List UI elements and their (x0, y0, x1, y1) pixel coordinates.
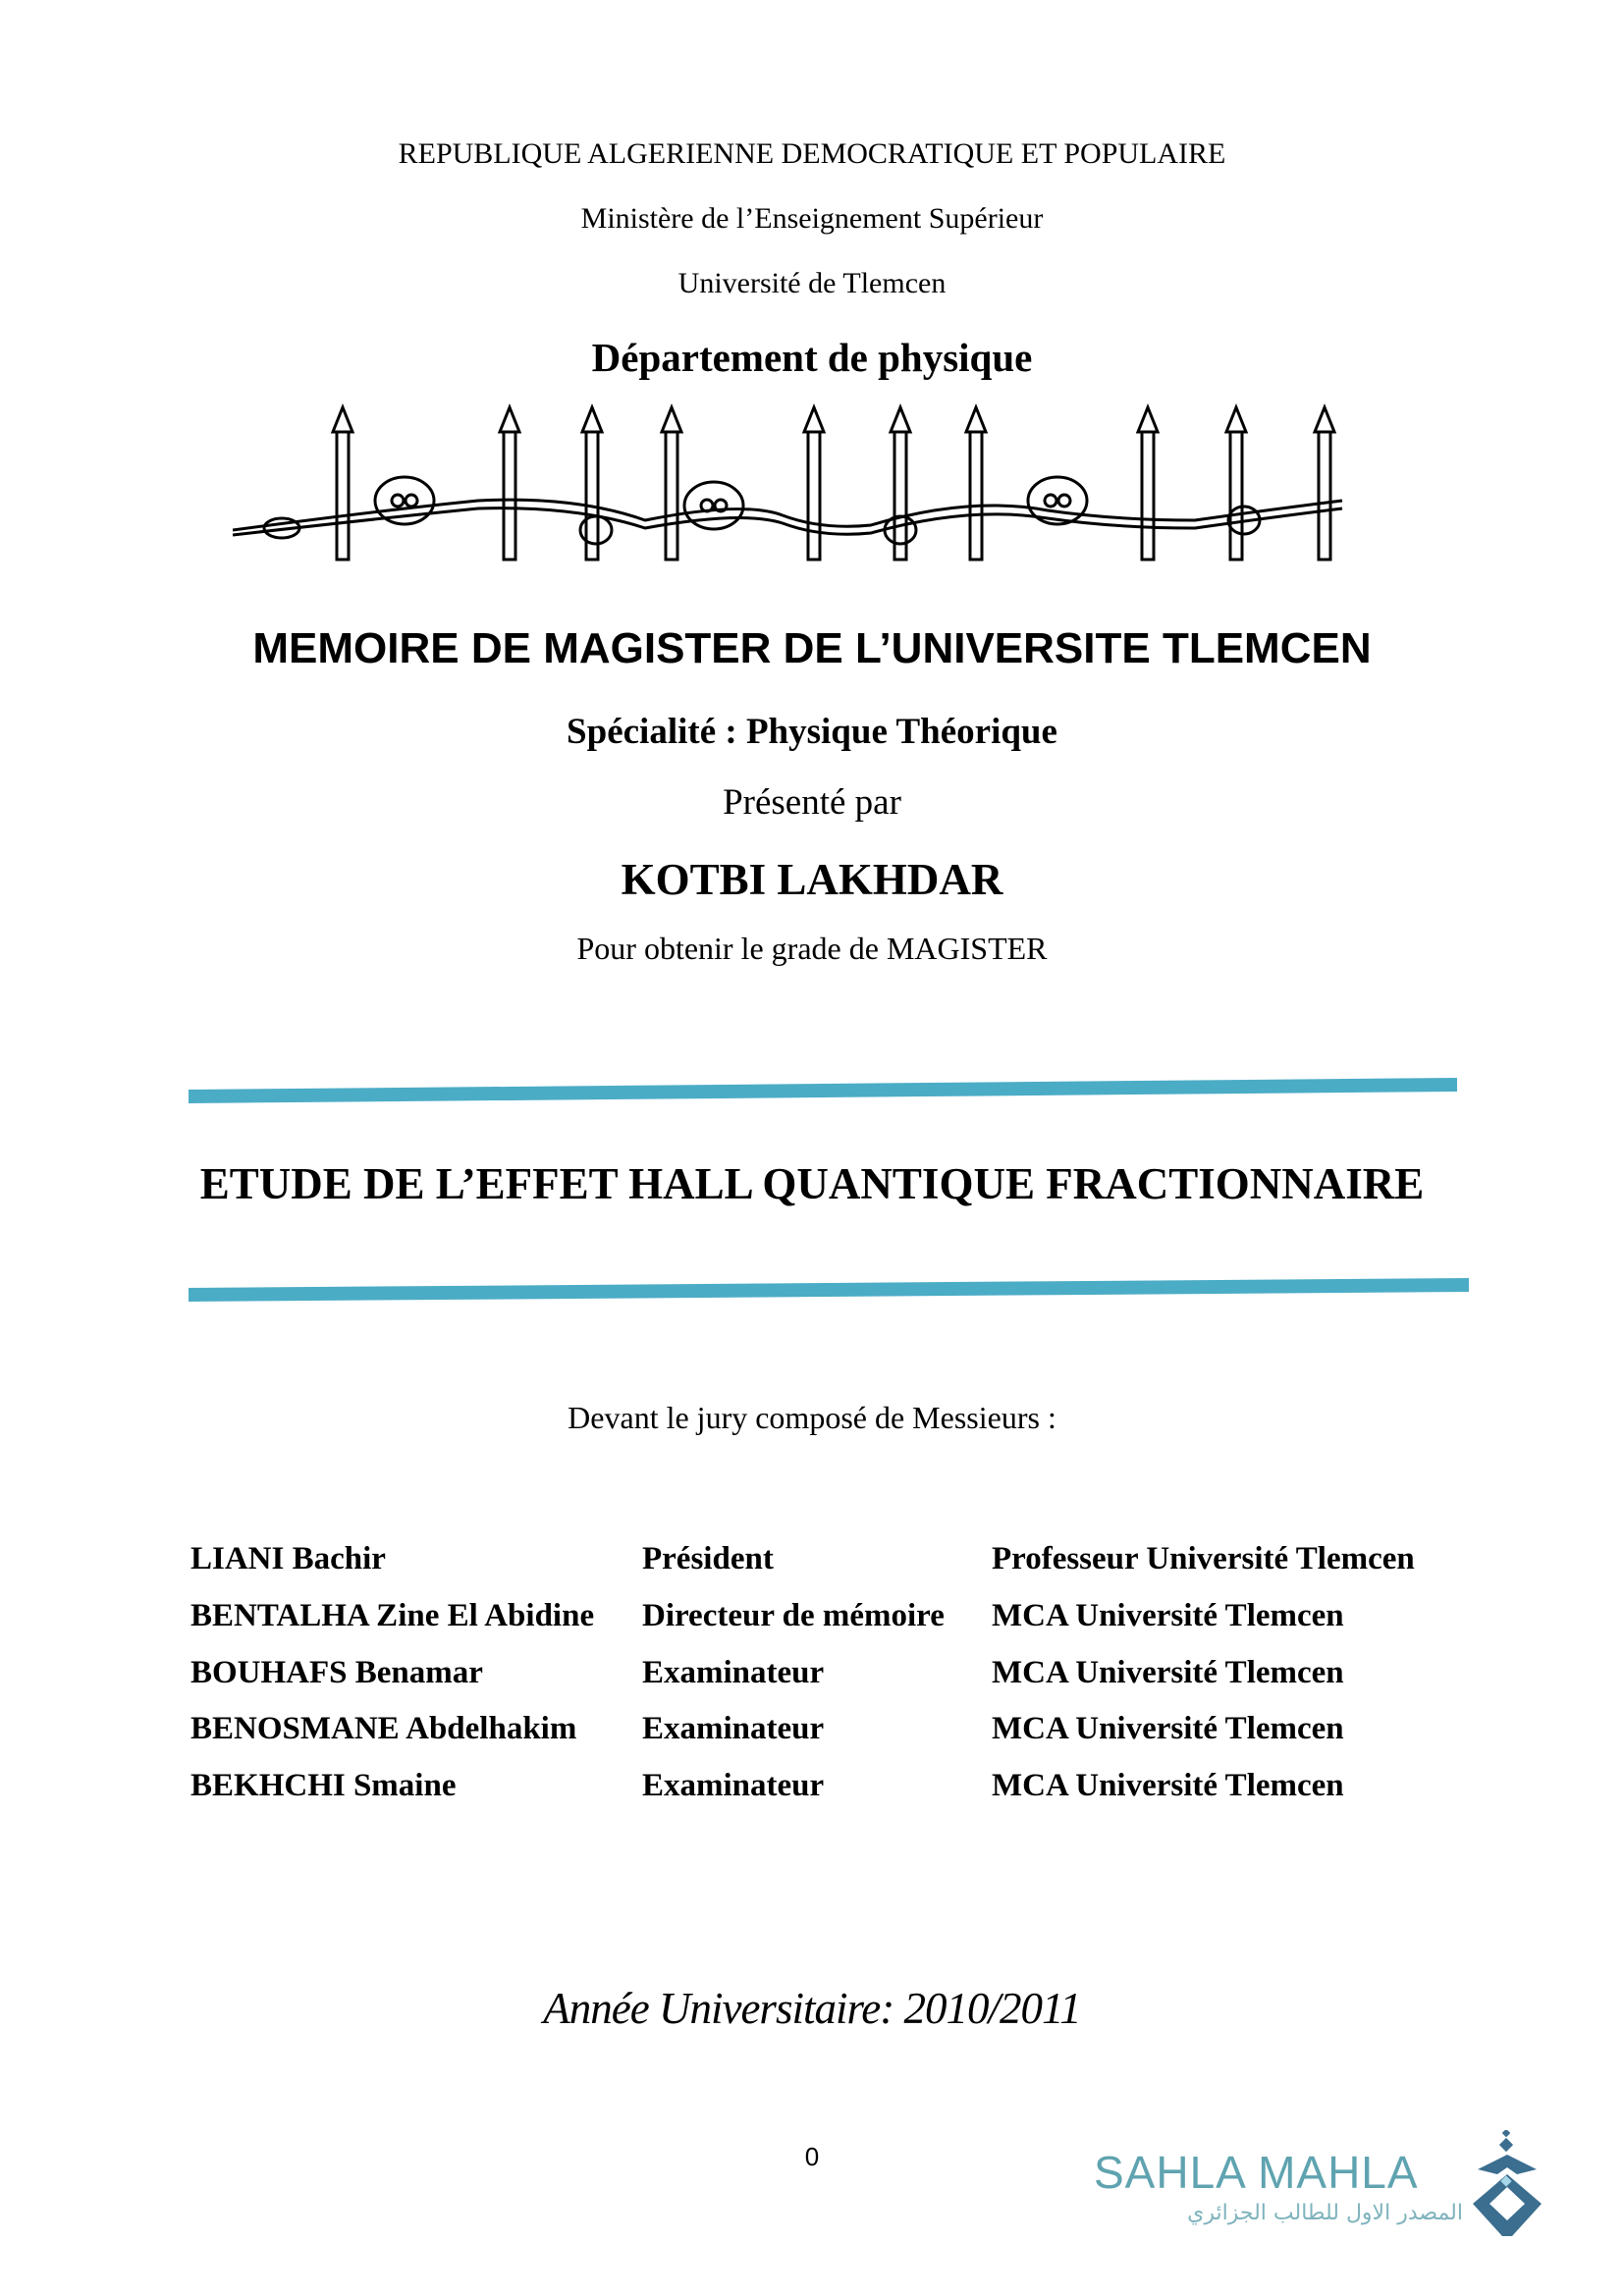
jury-affiliation: Professeur Université Tlemcen (992, 1541, 1415, 1576)
ministry-line: Ministère de l’Enseignement Supérieur (580, 202, 1044, 235)
jury-name: LIANI Bachir (190, 1541, 386, 1576)
jury-affiliation: MCA Université Tlemcen (992, 1711, 1344, 1746)
jury-role: Examinateur (642, 1655, 825, 1690)
academic-year: Année Universitaire: 2010/2011 (543, 1984, 1081, 2033)
jury-role: Examinateur (642, 1711, 825, 1746)
specialty: Spécialité : Physique Théorique (567, 712, 1057, 752)
memoir-heading: MEMOIRE DE MAGISTER DE L’UNIVERSITE TLEMCEN (252, 624, 1372, 672)
jury-intro: Devant le jury composé de Messieurs : (568, 1400, 1056, 1435)
university-line: Université de Tlemcen (677, 267, 947, 299)
jury-row (0, 1768, 1624, 1813)
top-accent-bar (189, 1078, 1457, 1103)
department-title: Département de physique (591, 335, 1033, 380)
jury-row (0, 1541, 1624, 1586)
jury-role: Examinateur (642, 1768, 825, 1803)
jury-name: BOUHAFS Benamar (190, 1655, 483, 1690)
logo-text: SAHLA MAHLA (1094, 2147, 1419, 2198)
jury-row (0, 1655, 1624, 1700)
jury-affiliation: MCA Université Tlemcen (992, 1768, 1344, 1803)
bottom-accent-bar (189, 1278, 1469, 1302)
jury-name: BENOSMANE Abdelhakim (190, 1711, 577, 1746)
degree-purpose: Pour obtenir le grade de MAGISTER (576, 931, 1048, 966)
jury-name: BENTALHA Zine El Abidine (190, 1598, 595, 1633)
republic-line: REPUBLIQUE ALGERIENNE DEMOCRATIQUE ET POPULAIRE (398, 137, 1226, 170)
jury-name: BEKHCHI Smaine (190, 1768, 457, 1803)
jury-role: Président (642, 1541, 774, 1576)
jury-affiliation: MCA Université Tlemcen (992, 1655, 1344, 1690)
thesis-title: ETUDE DE L’EFFET HALL QUANTIQUE FRACTIONNAIRE (199, 1159, 1425, 1208)
fence-illustration (233, 402, 1362, 579)
jury-row (0, 1598, 1624, 1643)
sahla-mahla-logo (1090, 2120, 1551, 2238)
logo-emblem-icon (1468, 2130, 1546, 2238)
jury-affiliation: MCA Université Tlemcen (992, 1598, 1344, 1633)
jury-row (0, 1711, 1624, 1756)
fence-posts-icon (333, 407, 1334, 560)
page-number: 0 (804, 2142, 820, 2171)
jury-role: Directeur de mémoire (642, 1598, 945, 1633)
author-name: KOTBI LAKHDAR (621, 855, 1003, 904)
presented-by: Présenté par (723, 782, 901, 823)
logo-tagline: المصدر الاول للطالب الجزائري (1187, 2201, 1463, 2225)
